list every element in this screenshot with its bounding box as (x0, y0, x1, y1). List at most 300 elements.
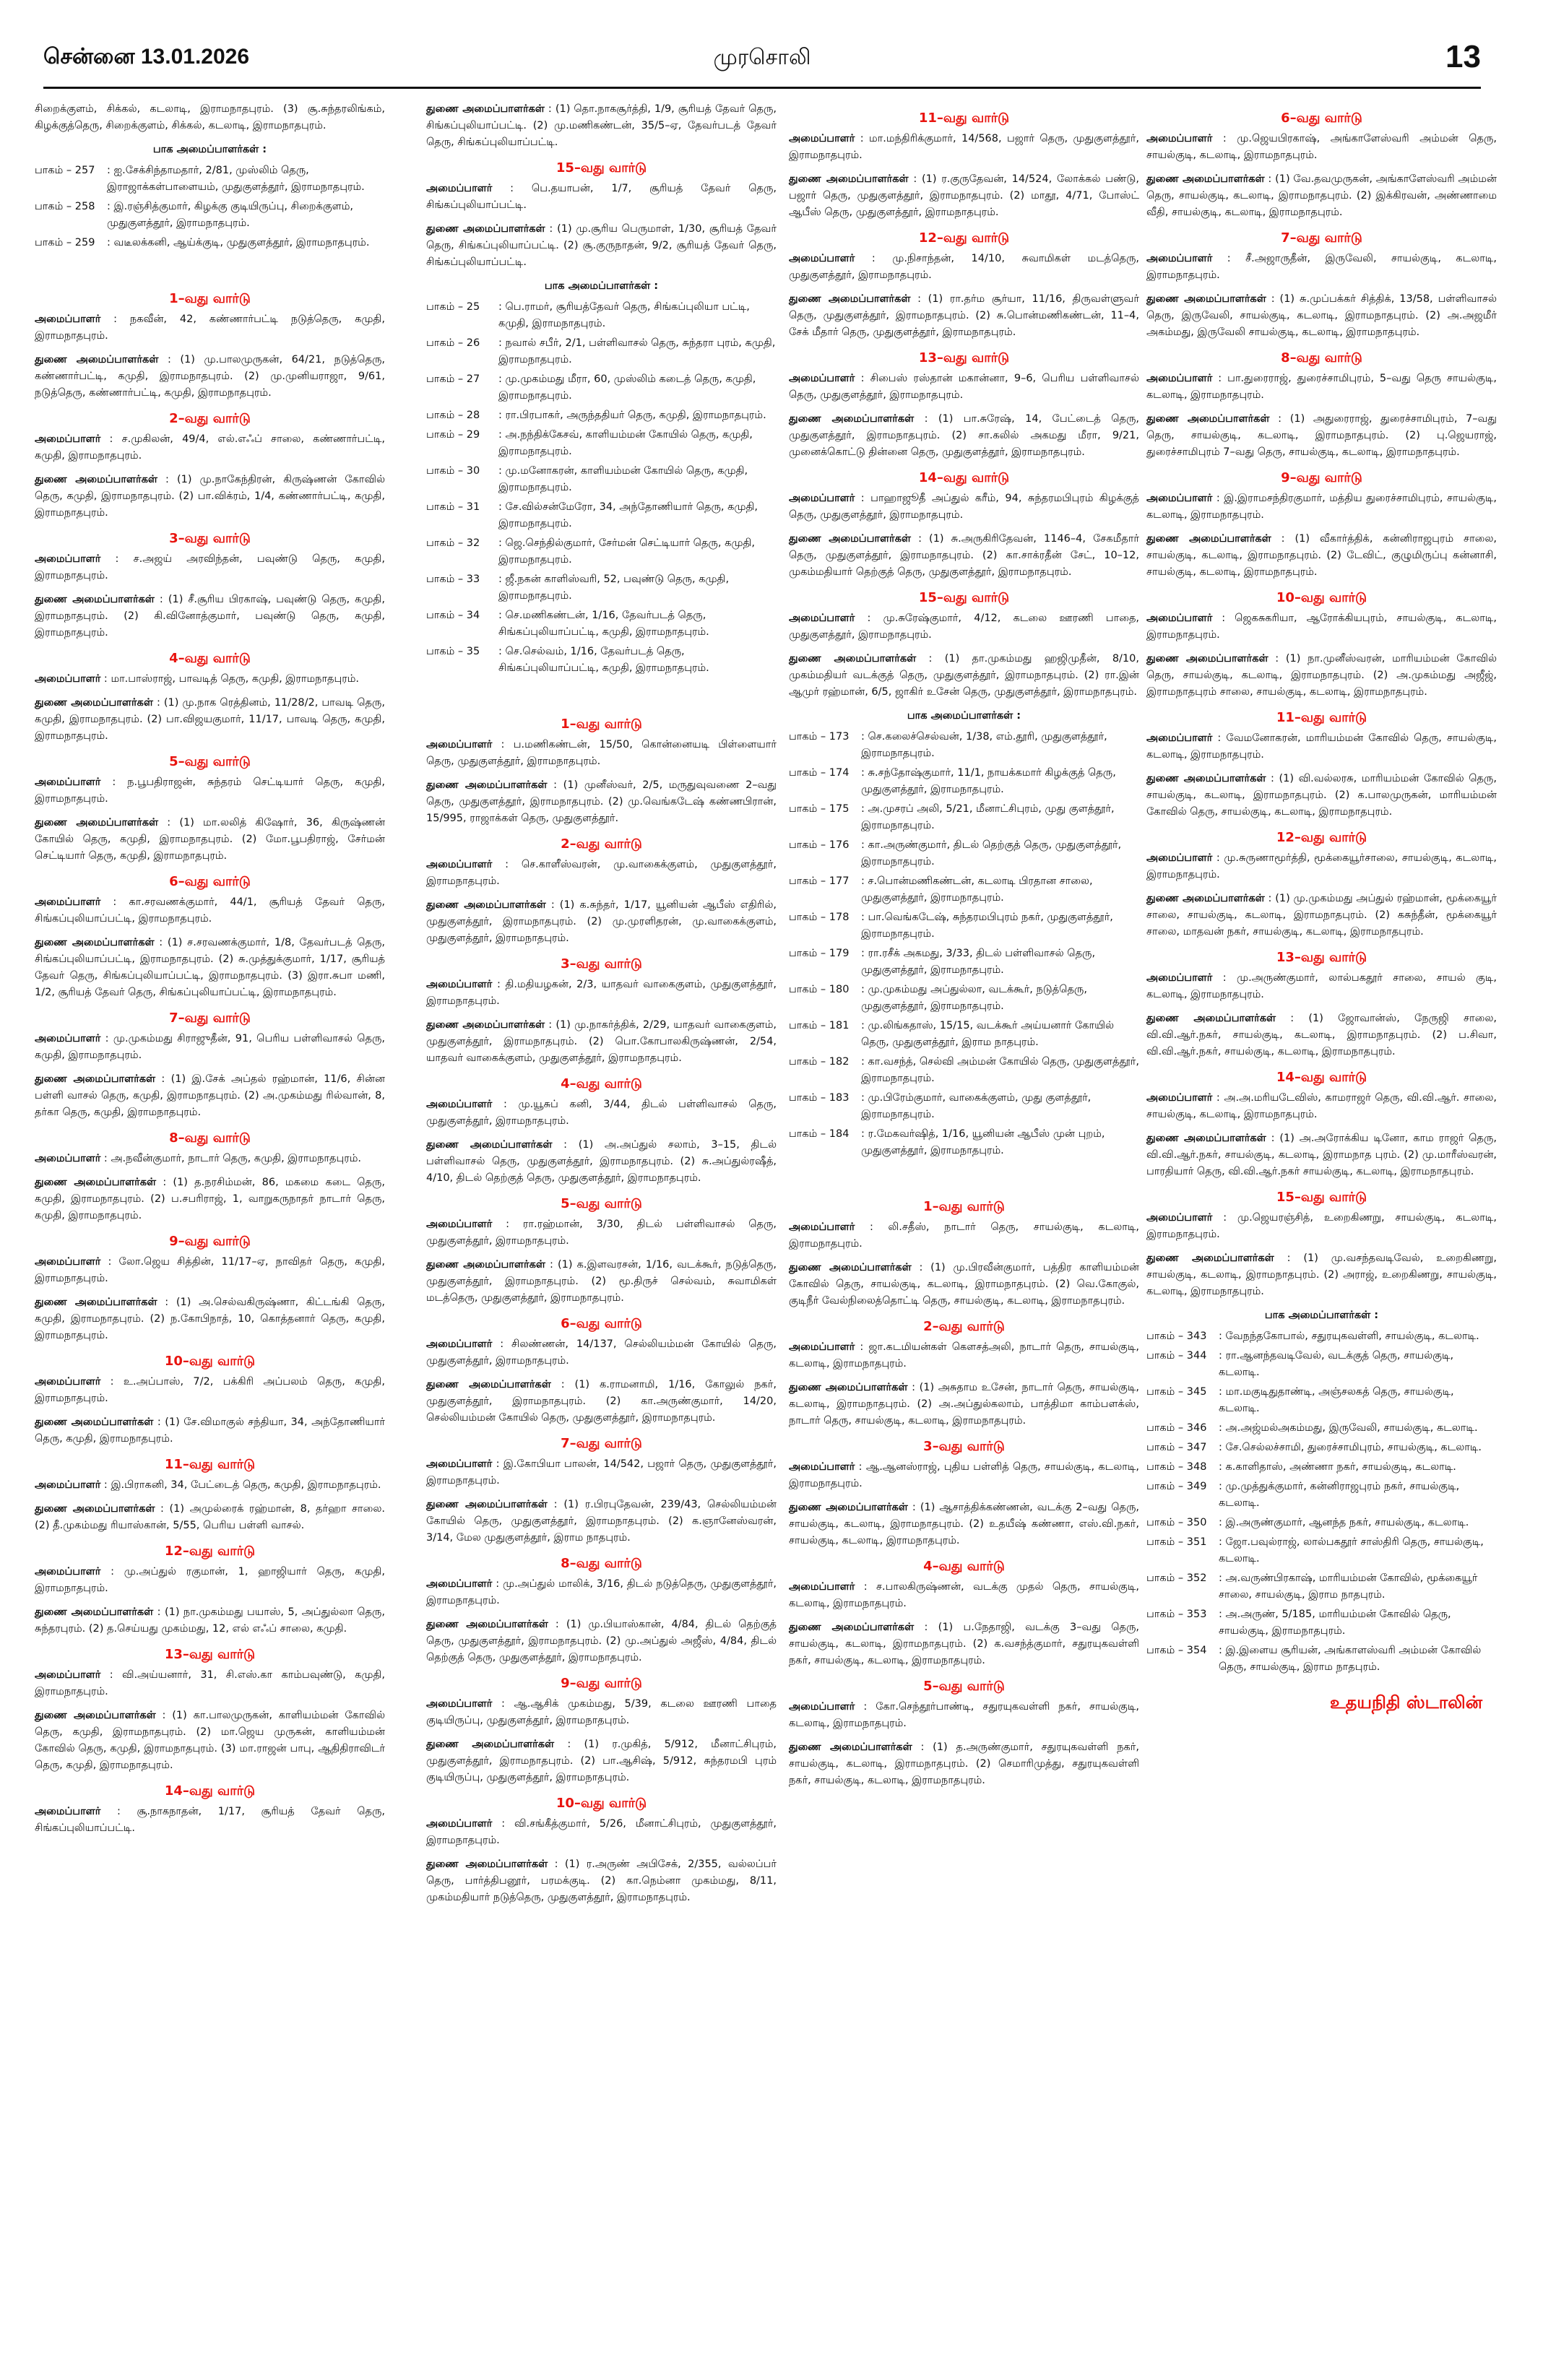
part-details: : ரா.ரசீக் அகமது, 3/33, திடல் பள்ளிவாசல் தெரு, முதுகுளத்தூர், இராமநாதபுரம். (861, 948, 1096, 976)
entry-text: (1) மு.வசந்தவடிவேல், உறைகிணறு, சாயல்குடி, கடலாடி, இராமநாதபுரம். (2) அராஜ், உறைகிணறு, சாயல்குடி, கடலாடி, இராமநாதபுரம். (1146, 1252, 1497, 1297)
entry-text: கோ.செந்தூர்பாண்டி, சதுரயுகவள்ளி நகர், சாயல்குடி, கடலாடி, இராமநாதபுரம். (789, 1701, 1139, 1729)
entry-text: (1) க.சுந்தர், 1/17, யூனியன் ஆபீஸ் எதிரில், முதுகுளத்தூர், இராமநாதபுரம். (2) மு.முரளிதரன், மு.வாகைக்குளம், முதுகுளத்தூர், இராமநாதபுரம். (426, 899, 777, 944)
organizer-entry (426, 1216, 777, 1250)
part-details: : மு.முகம்மது மீரா, 60, முஸ்லிம் கடைத் தெரு, கமுதி, இராமநாதபுரம். (498, 373, 756, 402)
deputy-entry (789, 1619, 1139, 1669)
edition-date: சென்னை 13.01.2026 (43, 45, 250, 69)
part-row (789, 1054, 1139, 1087)
role-separator: : (1274, 1252, 1304, 1264)
part-details: : சே.செல்லச்சாமி, துரைச்சாமிபுரம், சாயல்குடி, கடலாடி. (1219, 1442, 1482, 1453)
organizer-entry (426, 1336, 777, 1369)
ward-heading: 9–வது வார்டு (169, 1234, 251, 1249)
role-separator: : (855, 1341, 869, 1353)
role-label: துணை அமைப்பாளர்கள் (789, 533, 911, 545)
role-separator: : (100, 1806, 137, 1817)
deputy-entry (1146, 171, 1497, 221)
part-organizers-heading: பாக அமைப்பாளர்கள் : (152, 144, 267, 155)
role-separator: : (547, 779, 563, 791)
role-label: துணை அமைப்பாளர்கள் (35, 594, 155, 605)
part-number: பாகம் – 35 (426, 646, 480, 657)
part-number: பாகம் – 184 (789, 1128, 850, 1140)
role-separator: : (550, 1379, 575, 1390)
role-separator: : (100, 896, 129, 908)
organizer-entry (35, 774, 385, 808)
role-label: துணை அமைப்பாளர்கள் (426, 899, 546, 911)
part-details: : அ.வருண்பிரகாஷ், மாரியம்மன் கோவில், மூக்கையூர் சாலை, சாயல்குடி, இராம நாதபுரம். (1219, 1572, 1478, 1601)
ward-heading: 1–வது வார்டு (923, 1199, 1005, 1214)
entry-text: (1) வே.தவமுருகன், அங்காளேஸ்வரி அம்மன் தெரு, சாயல்குடி, கடலாடி, இராமநாதபுரம். (2) இக்கிரவன், அண்ணாமை வீதி, சாயல்குடி, கடலாடி, இராமநாதபுரம். (1146, 173, 1497, 218)
role-label: அமைப்பாளர் (1146, 1092, 1213, 1104)
role-separator: : (1212, 253, 1246, 264)
role-label: துணை அமைப்பாளர்கள் (35, 1710, 156, 1721)
organizer-entry (1146, 610, 1497, 644)
ward-heading: 7–வது வார்டு (1281, 230, 1362, 246)
entry-text: (1) அ.செல்வகிருஷ்ணா, கிட்டங்கி தெரு, கமுதி, இராமநாதபுரம். (2) ந.கோபிநாத், 10, கொத்தனார் தெரு, கமுதி, இராமநாதபுரம். (35, 1297, 385, 1341)
part-row (789, 837, 1139, 870)
entry-text: (1) மு.பிரவீன்குமார், பத்திர காளியம்மன் கோவில் தெரு, சாயல்குடி, கடலாடி, இராமநாதபுரம். (2) வெ.கோகுல், குடிநீர் வேல்நிலைத்தொட்டி தெரு, சாயல்குடி, கடலாடி, இராமநாதபுரம். (789, 1262, 1139, 1307)
role-separator: : (1212, 493, 1224, 504)
part-number: பாகம் – 352 (1146, 1572, 1207, 1584)
organizer-entry (426, 737, 777, 770)
role-label: துணை அமைப்பாளர்கள் (426, 1858, 548, 1870)
part-details: : செ.மணிகண்டன், 1/16, தேவர்படத் தெரு, சிங்கப்புலியாப்பட்டி, கமுதி, இராமநாதபுரம். (498, 610, 709, 638)
role-label: துணை அமைப்பாளர்கள் (426, 1259, 545, 1271)
part-row (789, 1126, 1139, 1159)
ward-heading: 14–வது வார்டு (918, 470, 1010, 485)
entry-text: (1) சு.முப்பக்கர் சித்திக், 13/58, பள்ளிவாசல் தெரு, இருவேலி, சாயல்குடி, கடலாடி, இராமநாதபுரம். (2) அ.அஜமீர் அகம்மது, இருவேலி சாயல்குடி, கடலாடி, இராமநாதபுரம். (1146, 293, 1497, 338)
entry-text: (1) மு.பியாஸ்கான், 4/84, திடல் தெற்குத் தெரு, முதுகுளத்தூர், இராமநாதபுரம். (2) மு.அப்துல் அஜீஸ், 4/84, திடல் தெற்குத் தெரு, முதுகுளத்தூர், இராமநாதபுரம். (426, 1619, 777, 1663)
part-details: : அ.அஜ்மல்அகம்மது, இருவேலி, சாயல்குடி, கடலாடி. (1219, 1422, 1478, 1434)
part-row (1146, 1384, 1497, 1417)
role-separator: : (492, 1578, 503, 1590)
role-separator: : (907, 1502, 920, 1513)
entry-text: (1) மா.லலித் கிஷோர், 36, கிருஷ்ணன் கோயில் தெரு, கமுதி, இராமநாதபுரம். (2) மோ.பூபதிராஜ், சேர்மன் செட்டியார் தெரு, கமுதி, இராமநாதபுரம். (35, 817, 385, 862)
entry-text: (1) த.அருண்குமார், சதுரயுகவள்ளி நகர், சாயல்குடி, கடலாடி, இராமநாதபுரம். (2) செமாரிமுத்து, சதுரயுகவள்ளி நகர், சாயல்குடி, கடலாடி, இராமநாதபுரம். (789, 1741, 1139, 1786)
part-details: : செ.செல்வம், 1/16, தேவர்படத் தெரு, சிங்கப்புலியாப்பட்டி, கமுதி, இராமநாதபுரம். (498, 646, 709, 674)
part-number: பாகம் – 183 (789, 1092, 850, 1104)
entry-text: மு.நிசாந்தன், 14/10, சுவாமிகள் மடத்தெரு, முதுகுளத்தூர், இராமநாதபுரம். (789, 253, 1139, 281)
ward-heading: 7–வது வார்டு (169, 1011, 251, 1026)
part-details: : ஜோ.பவுல்ராஜ், லால்பகதூர் சாஸ்திரி தெரு, சாயல்குடி, கடலாடி. (1219, 1536, 1484, 1565)
organizer-entry (35, 1667, 385, 1700)
entry-text: ஆ.ஆனஸ்ராஜ், புதிய பள்ளித் தெரு, சாயல்குடி, கடலாடி, இராமநாதபுரம். (789, 1461, 1139, 1489)
organizer-entry (35, 1477, 385, 1494)
deputy-entry (35, 695, 385, 745)
role-label: அமைப்பாளர் (1146, 613, 1213, 624)
role-label: துணை அமைப்பாளர்கள் (426, 1619, 548, 1630)
role-separator: : (544, 103, 556, 115)
organizer-entry (789, 490, 1139, 524)
role-separator: : (914, 413, 938, 425)
part-row (1146, 1534, 1497, 1567)
entry-text: (1) ஆசாத்திக்கண்ணன், வடக்கு 2–வது தெரு, சாயல்குடி, கடலாடி, இராமநாதபுரம். (2) உதயீஷ் கண்ணா, எஸ்.வி.நகர், சாயல்குடி, கடலாடி, இராமநாதபுரம். (789, 1502, 1139, 1546)
part-details: : ஜீ.நகன் காளிஸ்வரி, 52, பவுண்டு தெரு, கமுதி, இராமநாதபுரம். (498, 574, 730, 602)
entry-text: (1) அ.அரோக்கிய டினோ, காம ராஜர் தெரு, வி.வி.ஆர்.நகர், சாயல்குடி, கடலாடி, இராமநாத புரம். (2) மு.மாரீஸ்வரன், பாரதியார் தெரு, வி.வி.ஆர்.நகர் சாயல்குடி, கடலாடி, இராமநாதபுரம். (1146, 1133, 1497, 1177)
role-label: அமைப்பாளர் (35, 1256, 101, 1268)
part-row (1146, 1570, 1497, 1604)
part-details: : ரா.ஆனந்தவடிவேல், வடக்குத் தெரு, சாயல்குடி, கடலாடி. (1219, 1350, 1454, 1378)
deputy-entry (789, 1500, 1139, 1549)
role-separator: : (912, 1741, 933, 1753)
role-separator: : (155, 1710, 173, 1721)
role-label: துணை அமைப்பாளர்கள் (426, 1379, 551, 1390)
part-number: பாகம் – 28 (426, 410, 480, 421)
part-row (789, 1090, 1139, 1123)
role-label: துணை அமைப்பாளர்கள் (789, 1741, 912, 1753)
role-separator: : (545, 899, 560, 911)
part-organizers-heading: பாக அமைப்பாளர்கள் : (544, 280, 659, 292)
part-number: பாகம் – 351 (1146, 1536, 1207, 1548)
role-separator: : (552, 1139, 579, 1151)
entry-text: பாஹாஜூதீ அப்துல் கரீம், 94, சுந்தரமபிபுரம் கிழக்குத் தெரு, முதுகுளத்தூர், இராமநாதபுரம். (789, 493, 1140, 521)
ward-heading: 3–வது வார்டு (169, 531, 251, 546)
part-row (1146, 1459, 1497, 1476)
deputy-entry (426, 101, 777, 151)
ward-heading: 3–வது வார்டு (561, 956, 642, 972)
part-details: : பெ.ராமர், சூரியத்தேவர் தெரு, சிங்கப்புலியா பட்டி, கமுதி, இராமநாதபுரம். (498, 301, 750, 329)
deputy-entry (35, 472, 385, 522)
part-row (789, 873, 1139, 906)
deputy-entry (1146, 651, 1497, 701)
part-row (426, 427, 777, 460)
ward-heading: 8–வது வார்டு (1281, 350, 1362, 365)
role-label: அமைப்பாளர் (426, 859, 493, 870)
part-row (426, 407, 777, 424)
part-details: : ச.பொன்மணிகண்டன், கடலாடி பிரதான சாலை, முதுகுளத்தூர், இராமநாதபுரம். (861, 875, 1093, 904)
role-separator: : (157, 474, 177, 485)
role-label: அமைப்பாளர் (1146, 1212, 1213, 1224)
role-label: துணை அமைப்பாளர்கள் (1146, 773, 1266, 784)
part-row (789, 1018, 1139, 1051)
role-separator: : (100, 433, 122, 445)
role-label: அமைப்பாளர் (35, 1669, 101, 1681)
part-number: பாகம் – 177 (789, 875, 850, 887)
part-number: பாகம் – 258 (35, 201, 95, 212)
part-number: பாகம் – 353 (1146, 1609, 1207, 1620)
ward-heading: 15–வது வார்டு (1276, 1190, 1367, 1205)
organizer-entry (426, 1576, 777, 1609)
part-row (1146, 1420, 1497, 1437)
role-separator: : (554, 1739, 584, 1750)
role-separator: : (158, 817, 180, 828)
entry-text: (1) இ.சேக் அப்தல் ரஹ்மான், 11/6, சின்ன பள்ளி வாசல் தெரு, கமுதி, இராமநாதபுரம். (2) அ.முகம்மது ரில்வான், 8, தர்கா தெரு, கமுதி, இராமநாதபுரம். (35, 1073, 385, 1118)
role-label: அமைப்பாளர் (1146, 732, 1213, 744)
organizer-entry (1146, 490, 1497, 524)
role-label: துணை அமைப்பாளர்கள் (35, 937, 155, 948)
role-label: அமைப்பாளர் (426, 183, 493, 194)
ward-heading: 5–வது வார்டு (169, 754, 251, 769)
organizer-entry (789, 1459, 1139, 1492)
ward-heading: 13–வது வார்டு (918, 350, 1010, 365)
role-label: துணை அமைப்பாளர்கள் (35, 817, 159, 828)
role-separator: : (855, 613, 883, 624)
part-details: : இ.அருண்குமார், ஆனந்த நகர், சாயல்குடி, கடலாடி. (1219, 1517, 1469, 1528)
role-separator: : (100, 1256, 119, 1268)
part-details: : க.காளிதாஸ், அண்ணா நகர், சாயல்குடி, கடலாடி. (1219, 1461, 1456, 1473)
entry-text: தி.மதியழகன், 2/3, யாதவர் வாகைகுளம், முதுகுளத்தூர், இராமநாதபுரம். (426, 979, 777, 1007)
role-label: அமைப்பாளர் (426, 979, 493, 990)
entry-text: மு.அருண்குமார், லால்பகதூர் சாலை, சாயல் குடி, கடலாடி, இராமநாதபுரம். (1146, 972, 1497, 1000)
part-details: : நவால் சபீர், 2/1, பள்ளிவாசல் தெரு, சுந்தரா புரம், கமுதி, இராமநாதபுரம். (498, 337, 776, 365)
section-gap (35, 254, 385, 282)
role-label: துணை அமைப்பாளர்கள் (1146, 1252, 1274, 1264)
entry-text: ரா.ரஹ்மான், 3/30, திடல் பள்ளிவாசல் தெரு, முதுகுளத்தூர், இராமநாதபுரம். (426, 1219, 777, 1247)
part-details: : பா.வெங்கடேஷ், சுந்தரமபிபுரம் நகர், முதுகுளத்தூர், இராமநாதபுரம். (861, 912, 1113, 940)
role-label: துணை அமைப்பாளர்கள் (35, 1073, 156, 1085)
organizer-entry (1146, 131, 1497, 164)
part-details: : மு.லிங்கதாஸ், 15/15, வடக்கூர் அய்யனார் கோயில் தெரு, முதுகுளத்தூர், இராம நாதபுரம். (861, 1020, 1115, 1048)
role-separator: : (908, 173, 922, 185)
role-label: அமைப்பாளர் (35, 1479, 101, 1491)
entry-text: மு.சுரேஷ்குமார், 4/12, கடலை ஊரணி பாதை, முதுகுளத்தூர், இராமநாதபுரம். (789, 613, 1139, 641)
part-row (426, 371, 777, 404)
deputy-entry (426, 897, 777, 947)
deputy-entry (426, 1856, 777, 1906)
role-separator: : (100, 1153, 111, 1164)
entry-text: (1) ர.பிரபுதேவன், 239/43, செல்லியம்மன் கோயில் தெரு, முதுகுளத்தூர், இராமநாதபுரம். (2) க.ஞானேஸ்வரன், 3/14, மேல முதுகுளத்தூர், இராம நாதபுரம். (426, 1499, 777, 1544)
section-gap (426, 680, 777, 707)
role-separator: : (1266, 293, 1280, 305)
part-details: : மு.பிரேம்குமார், வாகைக்குளம், முது குளத்தூர், இராமநாதபுரம். (861, 1092, 1092, 1120)
role-separator: : (548, 1858, 565, 1870)
part-number: பாகம் – 257 (35, 165, 95, 176)
organizer-entry (1146, 850, 1497, 883)
entry-text: கா.சரவணக்குமார், 44/1, சூரியத் தேவர் தெரு, சிங்கப்புலியாப்பட்டி, இராமநாதபுரம். (35, 896, 386, 925)
part-row (789, 909, 1139, 943)
organizer-entry (789, 251, 1139, 284)
entry-text: (1) நா.முனீஸ்வரன், மாரியம்மன் கோவில் தெரு, சாயல்குடி, கடலாடி, இராமநாதபுரம். (2) அ.முகம்மது அஜீஜ், இராமநாதபுரம் சாலை, சாயல்குடி, கடலாடி, இராமநாதபுரம். (1146, 653, 1497, 698)
organizer-entry (789, 1699, 1139, 1732)
organizer-entry (35, 1151, 385, 1167)
role-separator: : (100, 673, 111, 685)
ward-heading: 4–வது வார்டு (169, 651, 251, 666)
entry-text: ந.பூபதிராஜன், சுந்தரம் செட்டியார் தெரு, கமுதி, இராமநாதபுரம். (35, 776, 385, 805)
role-label: அமைப்பாளர் (1146, 373, 1213, 384)
organizer-entry (426, 977, 777, 1010)
organizer-entry (35, 1564, 385, 1597)
organizer-entry (35, 1374, 385, 1407)
part-number: பாகம் – 349 (1146, 1481, 1207, 1492)
ward-heading: 2–வது வார்டு (169, 411, 251, 426)
ward-heading: 4–வது வார்டு (923, 1559, 1005, 1574)
role-label: துணை அமைப்பாளர்கள் (35, 1416, 154, 1428)
entry-text: வேமனோகரன், மாரியம்மன் கோவில் தெரு, சாயல்குடி, கடலாடி, இராமநாதபுரம். (1146, 732, 1497, 761)
role-label: துணை அமைப்பாளர்கள் (1146, 1013, 1276, 1024)
organizer-entry (35, 1031, 385, 1064)
role-label: துணை அமைப்பாளர்கள் (35, 1606, 154, 1618)
role-label: அமைப்பாளர் (426, 739, 493, 750)
entry-text: (1) கா.பாலமுருகன், காளியம்மன் கோவில் தெரு, கமுதி, இராமநாதபுரம். (2) மா.ஜெய முருகன், காளியம்மன் கோவில் தெரு, கமுதி, இராமநாதபுரம். (3) மா.ராஜன் பாபு, ஆதிதிராவிடர் தெரு, கமுதி, இராமநாதபுரம். (35, 1710, 385, 1771)
entry-text: (1) அ.அப்துல் சலாம், 3–15, திடல் பள்ளிவாசல் தெரு, முதுகுளத்தூர், இராமநாதபுரம். (2) சு.அப்துல்ரஷீத், 4/10, திடல் தெற்குத் தெரு, முதுகுளத்தூர், இராமநாதபுரம். (426, 1139, 777, 1184)
deputy-entry (426, 1137, 777, 1187)
organizer-entry (1146, 251, 1497, 284)
role-label: அமைப்பாளர் (35, 553, 101, 565)
ward-heading: 5–வது வார்டு (923, 1679, 1005, 1694)
role-label: துணை அமைப்பாளர்கள் (789, 1622, 915, 1633)
part-details: : வேநந்தகோபால், சதுரயுகவள்ளி, சாயல்குடி, கடலாடி. (1219, 1330, 1479, 1342)
ward-heading: 14–வது வார்டு (1276, 1070, 1367, 1085)
entry-text: (1) ஜோவான்ஸ், நேருஜி சாலை, வி.வி.ஆர்.நகர், சாயல்குடி, கடலாடி, இராமநாதபுரம். (2) ப.சிவா, வி.வி.ஆர்.நகர், சாயல்குடி, கடலாடி, இராமநாதபுரம். (1146, 1013, 1497, 1057)
deputy-entry (1146, 1011, 1497, 1060)
entry-text: மு.யூசுப் கனி, 3/44, திடல் பள்ளிவாசல் தெரு, முதுகுளத்தூர், இராமநாதபுரம். (426, 1099, 777, 1127)
ward-heading: 10–வது வார்டு (556, 1796, 647, 1811)
role-separator: : (1212, 1092, 1224, 1104)
part-details: : இ.ரஞ்சித்குமார், கிழக்கு குடியிருப்பு, சிறைக்குளம், முதுகுளத்தூர், இராமநாதபுரம். (107, 201, 353, 229)
page-number: 13 (1445, 39, 1481, 74)
column-1 (35, 101, 385, 1844)
column-4 (1146, 101, 1497, 1711)
signature: உதயநிதி ஸ்டாலின் (1329, 1692, 1482, 1713)
newspaper-name: முரசொலி (713, 45, 811, 70)
part-number: பாகம் – 259 (35, 237, 95, 248)
part-details: : வடீலக்கனி, ஆய்க்குடி, முதுகுளத்தூர், இராமநாதபுரம். (107, 237, 370, 248)
organizer-entry (426, 1456, 777, 1489)
deputy-entry (35, 1174, 385, 1224)
entry-text: (1) அசுதாம உசேன், நாடார் தெரு, சாயல்குடி, கடலாடி, இராமநாதபுரம். (2) அ.அப்துல்கலாம், பாத்திமா காம்பளக்ஸ், நாடார் தெரு, சாயல்குடி, கடலாடி, இராமநாதபுரம். (789, 1382, 1139, 1427)
part-details: : சு.சந்தோஷ்குமார், 11/1, நாயக்கமார் கிழக்குத் தெரு, முதுகுளத்தூர், இராமநாதபுரம். (861, 767, 1116, 795)
ward-heading: 7–வது வார்டு (561, 1436, 642, 1451)
deputy-entry (789, 651, 1139, 701)
role-label: துணை அமைப்பாளர்கள் (1146, 653, 1268, 665)
part-row (789, 982, 1139, 1015)
part-number: பாகம் – 346 (1146, 1422, 1207, 1434)
role-separator: : (152, 697, 164, 709)
role-label: துணை அமைப்பாளர்கள் (426, 103, 545, 115)
organizer-entry (1146, 730, 1497, 763)
role-label: அமைப்பாளர் (35, 896, 101, 908)
entry-text: சீ.அஜாருதீன், இருவேலி, சாயல்குடி, கடலாடி, இராமநாதபுரம். (1146, 253, 1497, 281)
continued-text: சிறைக்குளம், சிக்கல், கடலாடி, இராமநாதபுரம். (3) சூ.சுந்தரலிங்கம், கிழக்குத்தெரு, சிறைக்குளம், சிக்கல், கடலாடி, இராமநாதபுரம். (35, 103, 385, 131)
role-label: துணை அமைப்பாளர்கள் (426, 1019, 545, 1031)
organizer-entry (789, 1219, 1139, 1252)
role-separator: : (100, 1566, 124, 1578)
ward-heading: 1–வது வார்டு (561, 717, 642, 732)
part-details: : அ.நந்திக்கேசவ், காளியம்மன் கோயில் தெரு, கமுதி, இராமநாதபுரம். (498, 429, 753, 457)
organizer-entry (789, 1579, 1139, 1612)
deputy-entry (426, 777, 777, 827)
organizer-entry (35, 1254, 385, 1287)
role-separator: : (855, 1701, 876, 1713)
role-separator: : (100, 1033, 113, 1044)
entry-text: (1) சே.விமாகுல் சந்தியா, 34, அந்தோணியார் தெரு, கமுதி, இராமநாதபுரம். (35, 1416, 385, 1445)
organizer-entry (35, 551, 385, 584)
organizer-entry (426, 1816, 777, 1849)
role-label: அமைப்பாளர் (1146, 852, 1213, 864)
part-details: : செ.கலைச்செல்வன், 1/38, எம்.தூரி, முதுகுளத்தூர், இராமநாதபுரம். (861, 731, 1107, 759)
role-label: அமைப்பாளர் (1146, 133, 1213, 144)
deputy-entry (426, 1377, 777, 1427)
role-separator: : (492, 1338, 512, 1350)
deputy-entry (1146, 1130, 1497, 1180)
entry-text: (1) க.இளவரசன், 1/16, வடக்கூர், நடுத்தெரு, முதுகுளத்தூர், இராமநாதபுரம். (2) மூ.திருச் செல்வம், சுவாமிகள் மடத்தெரு, முதுகுளத்தூர், இராமநாதபுரம். (426, 1259, 777, 1304)
entry-text: வி.அய்யனார், 31, சி.எஸ்.கா காம்பவுண்டு, கமுதி, இராமநாதபுரம். (35, 1669, 385, 1697)
role-label: அமைப்பாளர் (789, 613, 855, 624)
deputy-entry (35, 352, 385, 402)
part-number: பாகம் – 178 (789, 912, 850, 923)
entry-text: (1) மு.முகம்மது அப்துல் ரஹ்மான், மூக்கையூர் சாலை, சாயல்குடி, கடலாடி, இராமநாதபுரம். (2) கசுந்தீன், மூக்கையூர் சாலை, மாதவன் நகர், சாயல்குடி, கடலாடி, இராமநாதபுரம். (1146, 893, 1497, 938)
role-separator: : (1271, 533, 1295, 545)
role-label: அமைப்பாளர் (1146, 493, 1213, 504)
role-separator: : (100, 776, 128, 788)
ward-heading: 2–வது வார்டு (923, 1319, 1005, 1334)
ward-heading: 13–வது வார்டு (1276, 950, 1367, 965)
role-label: துணை அமைப்பாளர்கள் (789, 1502, 908, 1513)
role-label: துணை அமைப்பாளர்கள் (426, 1499, 548, 1510)
entry-text: (1) முனீஸ்வர், 2/5, மருதுவுவணை 2–வது தெரு, முதுகுளத்தூர், இராமநாதபுரம். (2) மு.வெங்கடேஷ் கண்ணபிரான், 15/995, ராஜாக்கள் தெரு, முதுகுளத்தூர். (426, 779, 777, 824)
part-organizers-heading: பாக அமைப்பாளர்கள் : (1264, 1310, 1379, 1321)
role-separator: : (154, 594, 168, 605)
role-label: துணை அமைப்பாளர்கள் (789, 1382, 908, 1393)
role-separator: : (1266, 1133, 1280, 1144)
entry-text: மு.அப்துல் ரகுமான், 1, ஹாஜியார் தெரு, கமுதி, இராமநாதபுரம். (35, 1566, 385, 1594)
role-separator: : (492, 979, 506, 990)
role-label: அமைப்பாளர் (789, 493, 855, 504)
deputy-entry (35, 592, 385, 641)
part-organizers-heading: பாக அமைப்பாளர்கள் : (907, 710, 1021, 722)
role-label: துணை அமைப்பாளர்கள் (426, 779, 548, 791)
entry-text: (1) அதுரைராஜ், துரைச்சாமிபுரம், 7–வது தெரு, சாயல்குடி, கடலாடி, இராமநாதபுரம். (2) பு.ஜெயராஜ், துரைச்சாமிபுரம் 7–வது தெரு, சாயல்குடி, கடலாடி, இராமநாதபுரம். (1146, 413, 1497, 458)
part-number: பாகம் – 345 (1146, 1386, 1207, 1398)
part-number: பாகம் – 180 (789, 984, 850, 995)
role-separator: : (910, 533, 930, 545)
entry-text: உ.அப்பாஸ், 7/2, பக்கிரி அப்பலம் தெரு, கமுதி, இராமநாதபுரம். (35, 1376, 385, 1404)
role-label: துணை அமைப்பாளர்கள் (35, 474, 157, 485)
entry-text: சிபைஸ் ரஸ்தான் மகான்னா, 9–6, பெரிய பள்ளிவாசல் தெரு, முதுகுளத்தூர், இராமநாதபுரம். (789, 373, 1140, 401)
ward-heading: 6–வது வார்டு (1281, 111, 1362, 126)
part-number: பாகம் – 25 (426, 301, 480, 313)
entry-text: இ.இராமசந்திரகுமார், மத்திய துரைச்சாமிபுரம், சாயல்குடி, கடலாடி, இராமநாதபுரம். (1146, 493, 1497, 521)
role-separator: : (157, 1297, 176, 1308)
part-details: : அ.முசரப் அலி, 5/21, மீனாட்சிபுரம், முது குளத்தூர், இராமநாதபுரம். (861, 803, 1115, 831)
role-separator: : (1212, 613, 1235, 624)
role-label: துணை அமைப்பாளர்கள் (1146, 293, 1266, 305)
role-separator: : (545, 223, 558, 235)
entry-text: ஆ.ஆசிக் முகம்மது, 5/39, கடலை ஊரணி பாதை குடியிருப்பு, முதுகுளத்தூர், இராமநாதபுரம். (426, 1698, 777, 1726)
role-separator: : (1264, 893, 1276, 904)
entry-text: மா.மந்திரிக்குமார், 14/568, பஜார் தெரு, முதுகுளத்தூர், இராமநாதபுரம். (789, 133, 1140, 161)
deputy-entry (426, 1257, 777, 1307)
ward-heading: 8–வது வார்டு (561, 1556, 642, 1571)
role-separator: : (1268, 653, 1286, 665)
role-separator: : (855, 373, 870, 384)
ward-heading: 12–வது வார்டு (918, 230, 1010, 246)
role-label: அமைப்பாளர் (1146, 972, 1213, 984)
role-separator: : (492, 1698, 514, 1710)
part-row (1146, 1643, 1497, 1676)
role-label: அமைப்பாளர் (426, 1338, 493, 1350)
part-number: பாகம் – 31 (426, 501, 480, 513)
organizer-entry (1146, 371, 1497, 404)
deputy-entry (1146, 531, 1497, 581)
role-label: அமைப்பாளர் (35, 1153, 101, 1164)
part-details: : மு.மனோகரன், காளியம்மன் கோயில் தெரு, கமுதி, இராமநாதபுரம். (498, 465, 748, 493)
deputy-entry (1146, 411, 1497, 461)
entry-text: (1) வி.வல்லரசு, மாரியம்மன் கோவில் தெரு, சாயல்குடி, கடலாடி, இராமநாதபுரம். (2) க.பாலமுருகன், மாரியம்மன் கோவில் தெரு, சாயல்குடி, கடலாடி, இராமநாதபுரம். (1146, 773, 1497, 818)
entry-text: இ.பிராகனி, 34, பேட்டைத் தெரு, கமுதி, இராமநாதபுரம். (111, 1479, 381, 1491)
entry-text: இ.கோபியா பாலன், 14/542, பஜார் தெரு, முதுகுளத்தூர், இராமநாதபுரம். (426, 1458, 777, 1487)
role-separator: : (492, 859, 522, 870)
role-label: அமைப்பாளர் (789, 1461, 855, 1473)
organizer-entry (426, 1696, 777, 1729)
deputy-entry (426, 1736, 777, 1786)
part-row (1146, 1348, 1497, 1381)
entry-text: மு.அப்துல் மாலிக், 3/16, திடல் நடுத்தெரு, முதுகுளத்தூர், இராமநாதபுரம். (426, 1578, 777, 1606)
part-number: பாகம் – 29 (426, 429, 480, 441)
role-label: துணை அமைப்பாளர்கள் (35, 1177, 157, 1188)
deputy-entry (35, 1604, 385, 1637)
ward-heading: 1–வது வார்டு (169, 291, 251, 306)
part-row (426, 299, 777, 332)
